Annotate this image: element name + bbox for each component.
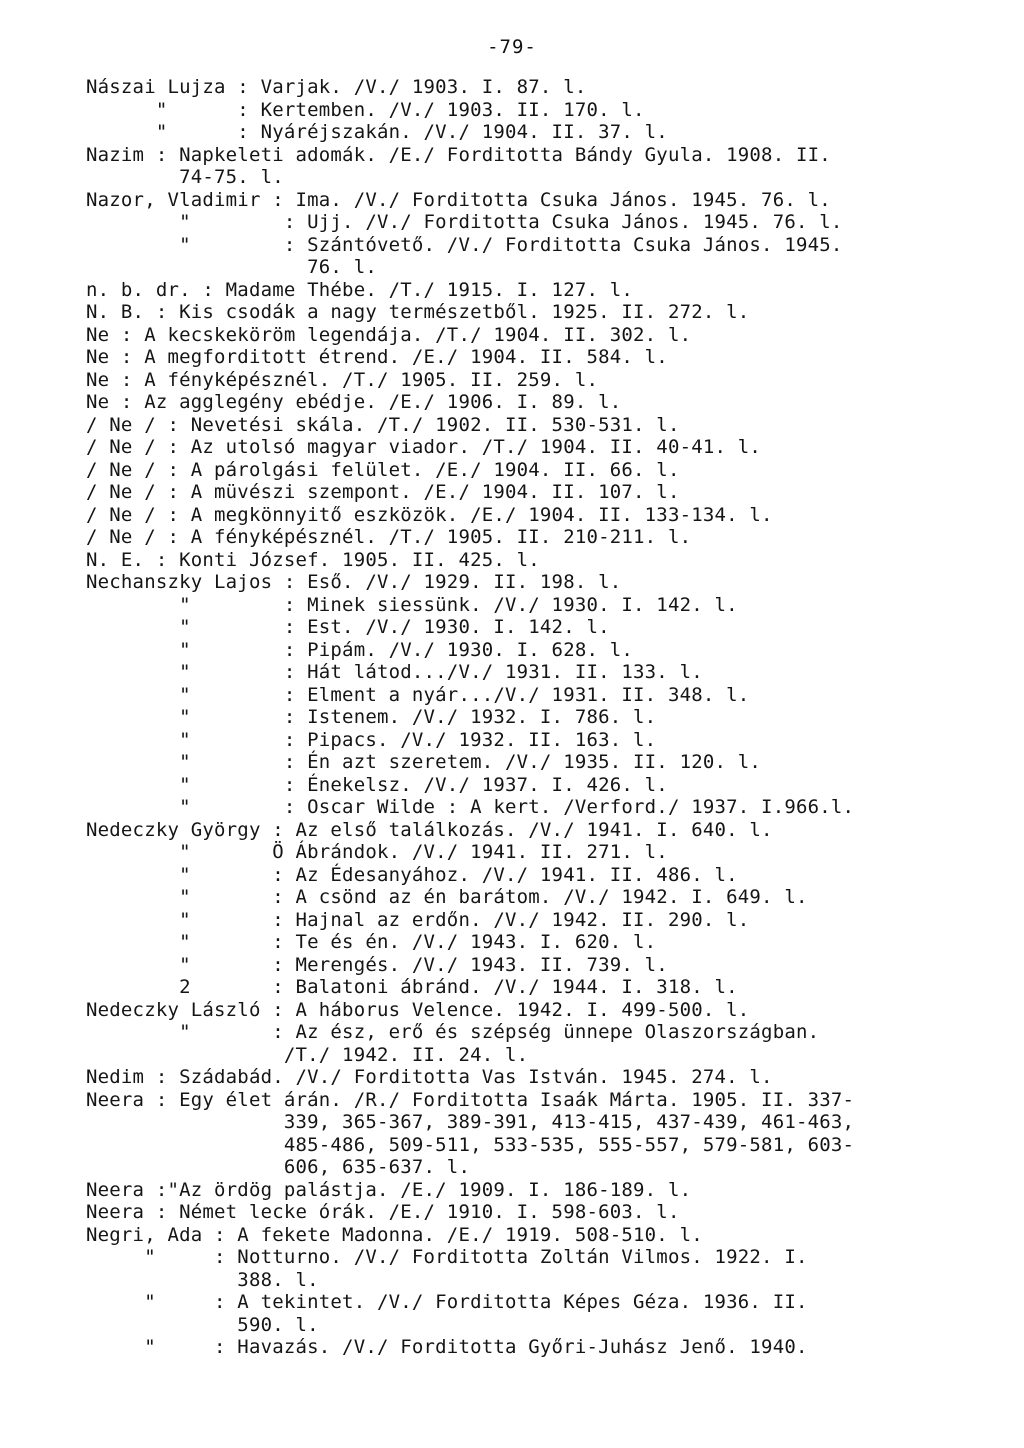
bibliography-line: " : Elment a nyár.../V./ 1931. II. 348. l.: [86, 683, 750, 706]
bibliography-line: /T./ 1942. II. 24. l.: [86, 1043, 529, 1066]
bibliography-line: " : Énekelsz. /V./ 1937. I. 426. l.: [86, 773, 668, 796]
bibliography-line: 74-75. l.: [86, 166, 284, 188]
bibliography-line: Neera : Német lecke órák. /E./ 1910. I. 598-603. l.: [86, 1201, 680, 1223]
bibliography-line: Ne : A kecskeköröm legendája. /T./ 1904. II. 302. l.: [86, 323, 692, 346]
bibliography-line: " : Est. /V./ 1930. I. 142. l.: [86, 616, 610, 638]
bibliography-line: N. E. : Konti József. 1905. II. 425. l.: [86, 548, 540, 571]
bibliography-line: " : A tekintet. /V./ Forditotta Képes Géza. 1936. II.: [86, 1291, 808, 1313]
bibliography-line: 388. l.: [86, 1268, 319, 1291]
bibliography-line: 2 : Balatoni ábránd. /V./ 1944. I. 318. l.: [86, 976, 738, 998]
bibliography-line: 485-486, 509-511, 533-535, 555-557, 579-581, 603-: [86, 1133, 855, 1156]
bibliography-line: " Ö Ábrándok. /V./ 1941. II. 271. l.: [86, 841, 668, 863]
bibliography-line: Negri, Ada : A fekete Madonna. /E./ 1919. 508-510. l.: [86, 1223, 703, 1246]
bibliography-line: " : Oscar Wilde : A kert. /Verford./ 1937. I.966.l.: [86, 796, 855, 818]
bibliography-line: " : A csönd az én barátom. /V./ 1942. I. 649. l.: [86, 886, 808, 908]
bibliography-line: Nedeczky László : A háborus Velence. 1942. I. 499-500. l.: [86, 998, 750, 1021]
bibliography-line: Ne : Az agglegény ebédje. /E./ 1906. I. 89. l.: [86, 391, 622, 413]
bibliography-line: " : Az Édesanyához. /V./ 1941. II. 486. l.: [86, 863, 738, 886]
bibliography-line: Nazim : Napkeleti adomák. /E./ Forditotta Bándy Gyula. 1908. II.: [86, 143, 831, 166]
bibliography-line: " : Kertemben. /V./ 1903. II. 170. l.: [86, 98, 645, 121]
bibliography-line: " : Pipacs. /V./ 1932. II. 163. l.: [86, 728, 657, 751]
bibliography-line: 606, 635-637. l.: [86, 1156, 471, 1178]
bibliography-list: [86, 76, 986, 1359]
bibliography-line: 76. l.: [86, 256, 377, 278]
bibliography-line: Neera :"Az ördög palástja. /E./ 1909. I. 186-189. l.: [86, 1178, 692, 1201]
bibliography-line: / Ne / : A párolgási felület. /E./ 1904. II. 66. l.: [86, 458, 680, 481]
bibliography-line: " : Az ész, erő és szépség ünnepe Olaszországban.: [86, 1021, 820, 1043]
bibliography-line: 339, 365-367, 389-391, 413-415, 437-439, 461-463,: [86, 1111, 855, 1133]
bibliography-line: Nechanszky Lajos : Eső. /V./ 1929. II. 198. l.: [86, 571, 622, 593]
bibliography-line: " : Pipám. /V./ 1930. I. 628. l.: [86, 638, 634, 661]
bibliography-line: " : Hajnal az erdőn. /V./ 1942. II. 290. l.: [86, 908, 750, 931]
bibliography-line: " : Szántóvető. /V./ Forditotta Csuka János. 1945.: [86, 233, 843, 256]
bibliography-line: " : Istenem. /V./ 1932. I. 786. l.: [86, 706, 657, 728]
bibliography-line: / Ne / : Nevetési skála. /T./ 1902. II. 530-531. l.: [86, 413, 680, 436]
bibliography-line: Nedeczky György : Az első találkozás. /V./ 1941. I. 640. l.: [86, 818, 773, 841]
bibliography-line: Neera : Egy élet árán. /R./ Forditotta Isaák Márta. 1905. II. 337-: [86, 1088, 855, 1111]
bibliography-line: " : Én azt szeretem. /V./ 1935. II. 120. l.: [86, 751, 762, 773]
bibliography-line: " : Havazás. /V./ Forditotta Győri-Juhász Jenő. 1940.: [86, 1336, 808, 1358]
bibliography-line: Ne : A megforditott étrend. /E./ 1904. II. 584. l.: [86, 346, 668, 368]
bibliography-line: Nászai Lujza : Varjak. /V./ 1903. I. 87. l.: [86, 76, 587, 98]
bibliography-line: " : Notturno. /V./ Forditotta Zoltán Vilmos. 1922. I.: [86, 1246, 808, 1268]
bibliography-line: / Ne / : A fényképésznél. /T./ 1905. II. 210-211. l.: [86, 526, 692, 548]
bibliography-line: Nedim : Szádabád. /V./ Forditotta Vas István. 1945. 274. l.: [86, 1066, 773, 1088]
bibliography-line: " : Ujj. /V./ Forditotta Csuka János. 1945. 76. l.: [86, 211, 843, 233]
bibliography-line: N. B. : Kis csodák a nagy természetből. 1925. II. 272. l.: [86, 301, 750, 323]
bibliography-line: " : Merengés. /V./ 1943. II. 739. l.: [86, 953, 668, 976]
bibliography-line: Nazor, Vladimir : Ima. /V./ Forditotta Csuka János. 1945. 76. l.: [86, 188, 831, 211]
bibliography-line: / Ne / : A megkönnyitő eszközök. /E./ 1904. II. 133-134. l.: [86, 503, 773, 526]
page-number: -79-: [487, 36, 537, 58]
bibliography-line: " : Te és én. /V./ 1943. I. 620. l.: [86, 931, 657, 953]
bibliography-line: " : Nyáréjszakán. /V./ 1904. II. 37. l.: [86, 121, 668, 143]
bibliography-line: n. b. dr. : Madame Thébe. /T./ 1915. I. 127. l.: [86, 278, 634, 301]
bibliography-line: 590. l.: [86, 1313, 319, 1336]
bibliography-line: " : Minek siessünk. /V./ 1930. I. 142. l.: [86, 593, 738, 616]
bibliography-line: / Ne / : Az utolsó magyar viador. /T./ 1904. II. 40-41. l.: [86, 436, 762, 458]
bibliography-line: / Ne / : A müvészi szempont. /E./ 1904. II. 107. l.: [86, 481, 680, 503]
bibliography-line: " : Hát látod.../V./ 1931. II. 133. l.: [86, 661, 703, 683]
bibliography-line: Ne : A fényképésznél. /T./ 1905. II. 259. l.: [86, 368, 599, 391]
